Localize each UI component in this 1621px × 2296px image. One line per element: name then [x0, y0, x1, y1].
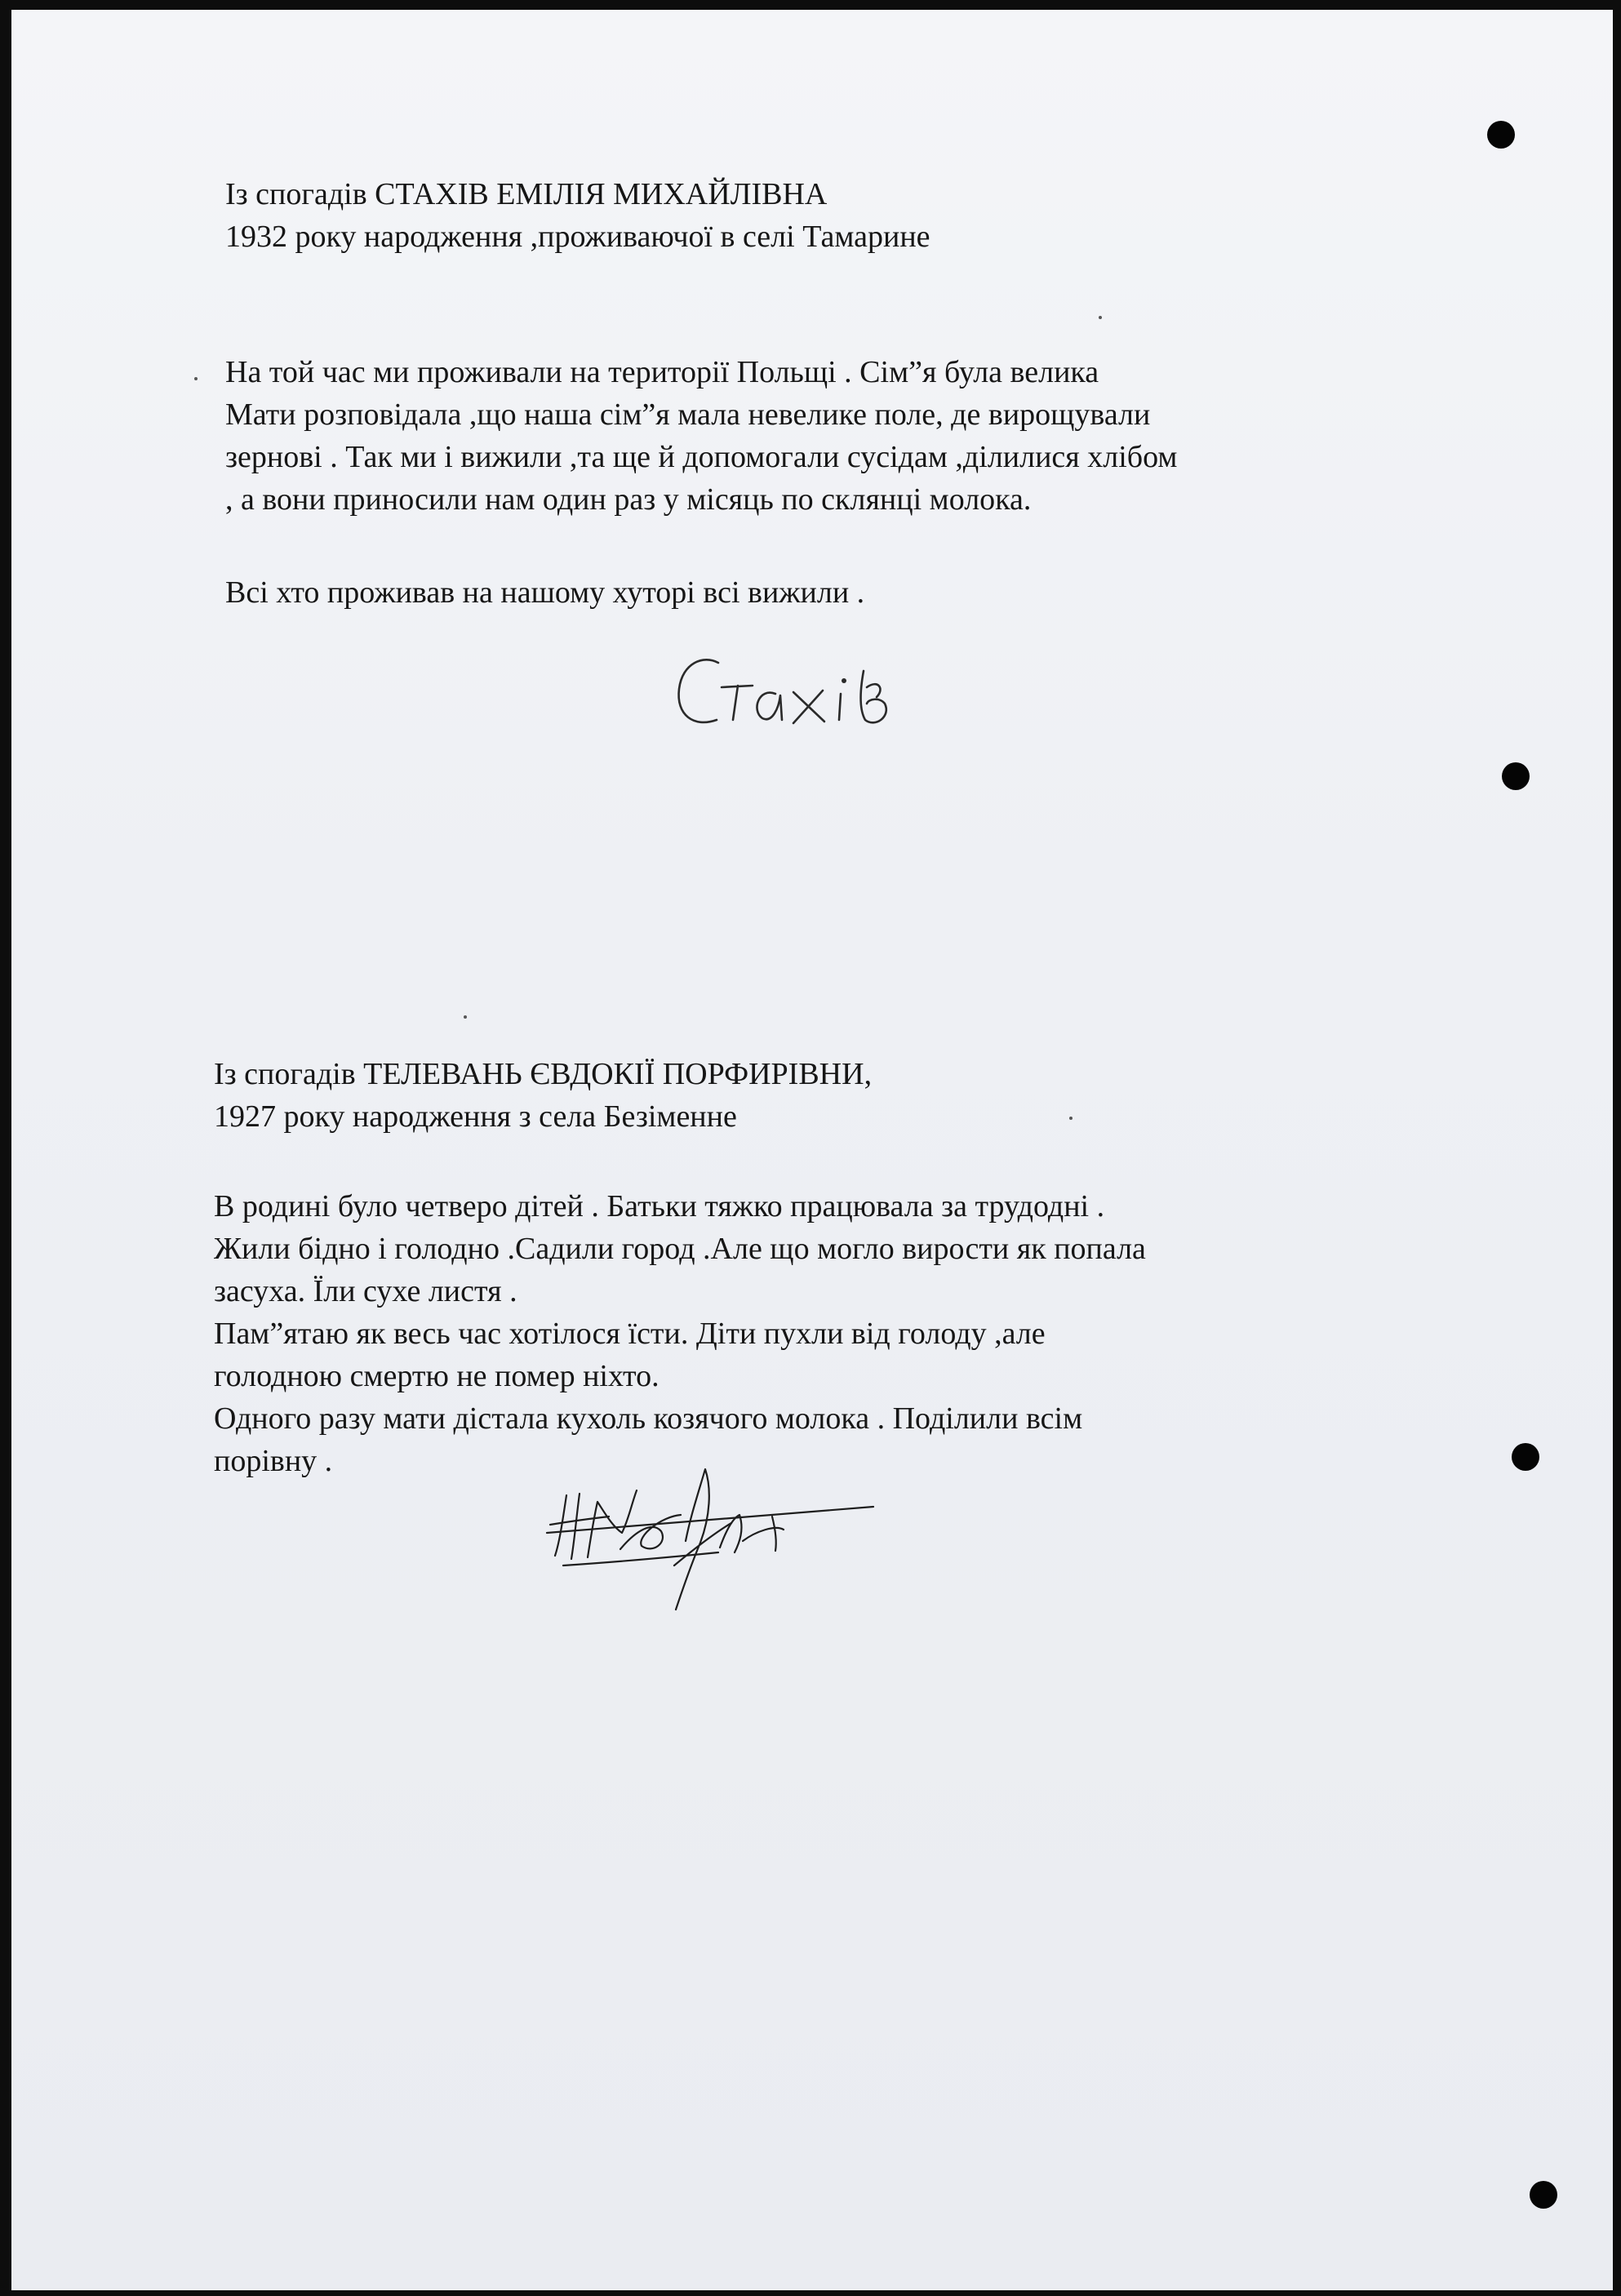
signature-stakhiv: [671, 638, 981, 753]
signature-televan: [531, 1451, 890, 1639]
punch-hole-4: [1530, 2181, 1557, 2209]
memoir1-body: [225, 351, 1177, 521]
punch-hole-2: [1502, 762, 1530, 790]
punch-hole-3: [1512, 1443, 1539, 1471]
document-page: [11, 10, 1613, 2290]
paper-speck: [194, 377, 198, 380]
memoir2-body-line: засуха. Їли сухе листя .: [214, 1274, 517, 1308]
memoir1-body-line: , а вони приносили нам один раз у місяць по склянці молока.: [225, 482, 1032, 517]
paper-speck: [1099, 316, 1102, 319]
paper-speck: [464, 1015, 467, 1019]
memoir1-heading-line1: Із спогадів СТАХІВ ЕМІЛІЯ МИХАЙЛІВНА: [225, 177, 828, 211]
memoir1-closing-line: Всі хто проживав на нашому хуторі всі вижили .: [225, 575, 865, 610]
punch-hole-1: [1487, 121, 1515, 149]
memoir2-body-line: голодною смертю не помер ніхто.: [214, 1359, 660, 1393]
memoir2-body-line: Жили бідно і голодно .Садили город .Але що могло вирости як попала: [214, 1232, 1146, 1266]
memoir2-body-line: порівну .: [214, 1444, 333, 1478]
memoir1-body-line: Мати розповідала ,що наша сім”я мала невелике поле, де вирощували: [225, 397, 1151, 432]
memoir2-heading-line2: 1927 року народження з села Безіменне: [214, 1099, 737, 1134]
memoir2-heading: [214, 1053, 872, 1138]
memoir1-heading-line2: 1932 року народження ,проживаючої в селі Тамарине: [225, 220, 930, 254]
memoir1-body-line: зернові . Так ми і вижили ,та ще й допомогали сусідам ,ділилися хлібом: [225, 440, 1178, 474]
memoir1-heading: [225, 173, 930, 258]
memoir2-body-line: В родині було четверо дітей . Батьки тяжко працювала за трудодні .: [214, 1189, 1105, 1223]
memoir1-closing: [225, 571, 864, 614]
memoir2-heading-line1: Із спогадів ТЕЛЕВАНЬ ЄВДОКІЇ ПОРФИРІВНИ,: [214, 1057, 873, 1091]
memoir1-body-line: На той час ми проживали на території Польщі . Сім”я була велика: [225, 355, 1099, 389]
memoir2-body-line: Пам”ятаю як весь час хотілося їсти. Діти пухли від голоду ,але: [214, 1317, 1046, 1351]
memoir2-body-line: Одного разу мати дістала кухоль козячого молока . Поділили всім: [214, 1401, 1083, 1436]
paper-speck: [1069, 1117, 1073, 1120]
memoir2-body: [214, 1185, 1146, 1482]
